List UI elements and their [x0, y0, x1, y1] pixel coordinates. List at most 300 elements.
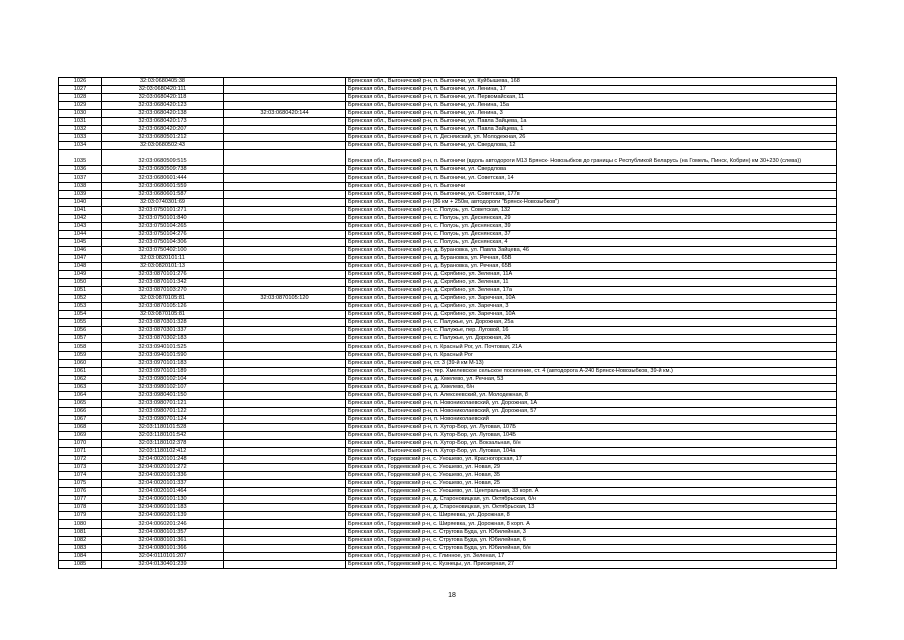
cadastral-number-cell: 32:03:0680601:587 — [102, 190, 224, 198]
row-number-cell: 1085 — [59, 560, 102, 568]
table-row — [59, 391, 837, 399]
address-cell: Брянская обл., Выгоничский р-н, п. Красный Рог — [346, 351, 837, 359]
cadastral-number-cell: 32:03:0750101:840 — [102, 214, 224, 222]
address-cell: Брянская обл., Выгоничский р-н, п. Выгоничи, ул. Ленина, 17 — [346, 86, 837, 94]
table-row — [59, 536, 837, 544]
table-row — [59, 544, 837, 552]
linked-cadastral-cell — [224, 327, 346, 335]
table-row — [59, 311, 837, 319]
linked-cadastral-cell — [224, 343, 346, 351]
linked-cadastral-cell — [224, 150, 346, 166]
table-row — [59, 528, 837, 536]
cadastral-number-cell: 32:04:0020101:336 — [102, 472, 224, 480]
cadastral-number-cell: 32:04:0060201:246 — [102, 520, 224, 528]
linked-cadastral-cell — [224, 142, 346, 150]
table-row — [59, 303, 837, 311]
table-row — [59, 520, 837, 528]
cadastral-number-cell: 32:04:0060101:183 — [102, 504, 224, 512]
table-row — [59, 271, 837, 279]
row-number-cell: 1061 — [59, 367, 102, 375]
linked-cadastral-cell — [224, 407, 346, 415]
table-row — [59, 86, 837, 94]
row-number-cell: 1027 — [59, 86, 102, 94]
address-cell: Брянская обл., Выгоничский р-н, п. Красный Рог, ул. Почтовая, 21А — [346, 343, 837, 351]
row-number-cell: 1050 — [59, 279, 102, 287]
row-number-cell: 1051 — [59, 287, 102, 295]
linked-cadastral-cell — [224, 480, 346, 488]
cadastral-number-cell: 32:03:0980102:104 — [102, 375, 224, 383]
linked-cadastral-cell — [224, 423, 346, 431]
table-row — [59, 351, 837, 359]
linked-cadastral-cell — [224, 190, 346, 198]
row-number-cell: 1028 — [59, 94, 102, 102]
table-row — [59, 456, 837, 464]
address-cell: Брянская обл., Выгоничский р-н, с. Полуэь, ул. Деснянская, 4 — [346, 238, 837, 246]
cadastral-number-cell: 32:03:0940101:590 — [102, 351, 224, 359]
cadastral-number-cell: 32:03:1180101:528 — [102, 423, 224, 431]
address-cell: Брянская обл., Выгоничский р-н, д. Скрябино, ул. Зеленая, 17а — [346, 287, 837, 295]
address-cell: Брянская обл., Гордеевский р-н, д. Староновицкая, ул. Октябрьская, 13 — [346, 504, 837, 512]
linked-cadastral-cell — [224, 440, 346, 448]
table-row — [59, 464, 837, 472]
linked-cadastral-cell: 32:03:0870105:120 — [224, 295, 346, 303]
address-cell: Брянская обл., Выгоничский р-н, п. Выгоничи, ул. Советская, 14 — [346, 174, 837, 182]
table-row — [59, 440, 837, 448]
address-cell: Брянская обл., Гордеевский р-н, с. Глинное, ул. Зеленая, 17 — [346, 552, 837, 560]
table-row — [59, 448, 837, 456]
table-row — [59, 150, 837, 166]
row-number-cell: 1071 — [59, 448, 102, 456]
linked-cadastral-cell — [224, 415, 346, 423]
row-number-cell: 1037 — [59, 174, 102, 182]
address-cell: Брянская обл., Выгоничский р-н, п. Новониколаевский, ул. Дорожная, 1А — [346, 399, 837, 407]
linked-cadastral-cell — [224, 222, 346, 230]
cadastral-number-cell: 32:03:0870302:183 — [102, 335, 224, 343]
address-cell: Брянская обл., Гордеевский р-н, с. Струговa Буда, ул. Юбилейная, б/н — [346, 544, 837, 552]
table-row — [59, 262, 837, 270]
row-number-cell: 1082 — [59, 536, 102, 544]
table-row — [59, 78, 837, 86]
linked-cadastral-cell — [224, 520, 346, 528]
address-cell: Брянская обл., Выгоничский р-н, п. Новониколаевский, ул. Дорожная, 57 — [346, 407, 837, 415]
address-cell: Брянская обл., Выгоничский р-н, п. Алексеевский, ул. Молодежная, 8 — [346, 391, 837, 399]
table-row — [59, 214, 837, 222]
address-cell: Брянская обл., Выгоничский р-н, п. Новониколаевский — [346, 415, 837, 423]
address-cell: Брянская обл., Гордеевский р-н, с. Уношево, ул. Центральная, 33 корп. А — [346, 488, 837, 496]
table-row — [59, 222, 837, 230]
table-row — [59, 383, 837, 391]
address-cell: Брянская обл., Выгоничский р-н, с. Полуэь, ул. Деснянская, 29 — [346, 214, 837, 222]
address-cell: Брянская обл., Выгоничский р-н, п. Хутор-Бор, ул. Вокзальная, б/н — [346, 440, 837, 448]
address-cell: Брянская обл., Гордеевский р-н, с. Уношево, ул. Красногорская, 17 — [346, 456, 837, 464]
address-cell: Брянская обл., Выгоничский р-н, ст. 3 (39-й км М-13) — [346, 359, 837, 367]
linked-cadastral-cell — [224, 311, 346, 319]
address-cell: Брянская обл., Гордеевский р-н, д. Староновицкая, ул. Октябрьская, б/н — [346, 496, 837, 504]
table-row — [59, 343, 837, 351]
linked-cadastral-cell — [224, 504, 346, 512]
address-cell: Брянская обл., Выгоничский р-н, тер. Хмелевское сельское поселение, ст. 4 (автодорога А-240 Брянск-Новозыбков, 39-й км.) — [346, 367, 837, 375]
address-cell: Брянская обл., Выгоничский р-н, с. Полуэь, ул. Советская, 132 — [346, 206, 837, 214]
row-number-cell: 1048 — [59, 262, 102, 270]
cadastral-number-cell: 32:03:0820101:11 — [102, 254, 224, 262]
linked-cadastral-cell — [224, 383, 346, 391]
table-row — [59, 415, 837, 423]
address-cell: Брянская обл., Выгоничский р-н, п. Выгоничи, ул. Советская, 177в — [346, 190, 837, 198]
row-number-cell: 1046 — [59, 246, 102, 254]
cadastral-number-cell: 32:03:0980701:124 — [102, 415, 224, 423]
cadastral-number-cell: 32:03:0680420:138 — [102, 110, 224, 118]
row-number-cell: 1080 — [59, 520, 102, 528]
cadastral-number-cell: 32:03:0870301:337 — [102, 327, 224, 335]
linked-cadastral-cell — [224, 174, 346, 182]
table-row — [59, 198, 837, 206]
cadastral-number-cell: 32:03:0680420:173 — [102, 118, 224, 126]
page-number: 18 — [448, 592, 456, 599]
cadastral-number-cell: 32:03:0680405:38 — [102, 78, 224, 86]
address-cell: Брянская обл., Выгоничский р-н, п. Выгоничи, ул. Свердлова — [346, 166, 837, 174]
table-row — [59, 472, 837, 480]
address-cell: Брянская обл., Выгоничский р-н, д. Скрябино, ул. Заречная, 3 — [346, 303, 837, 311]
linked-cadastral-cell — [224, 488, 346, 496]
row-number-cell: 1035 — [59, 150, 102, 166]
linked-cadastral-cell — [224, 367, 346, 375]
row-number-cell: 1055 — [59, 319, 102, 327]
row-number-cell: 1040 — [59, 198, 102, 206]
cadastral-number-cell: 32:03:0680601:444 — [102, 174, 224, 182]
cadastral-table — [58, 77, 837, 569]
address-cell: Брянская обл., Выгоничский р-н, д. Скрябино, ул. Зеленая, 11А — [346, 271, 837, 279]
linked-cadastral-cell — [224, 118, 346, 126]
table-row — [59, 102, 837, 110]
linked-cadastral-cell — [224, 166, 346, 174]
table-row — [59, 480, 837, 488]
table-row — [59, 295, 837, 303]
row-number-cell: 1036 — [59, 166, 102, 174]
address-cell: Брянская обл., Выгоничский р-н, д. Бурановка, ул. Речная, 65В — [346, 254, 837, 262]
table-row — [59, 423, 837, 431]
row-number-cell: 1056 — [59, 327, 102, 335]
table-row — [59, 560, 837, 568]
linked-cadastral-cell — [224, 198, 346, 206]
table-row — [59, 431, 837, 439]
address-cell: Брянская обл., Выгоничский р-н, д. Бурановка, ул. Речная, 65В — [346, 262, 837, 270]
cadastral-number-cell: 32:03:0870105:81 — [102, 295, 224, 303]
address-cell: Брянская обл., Гордеевский р-н, с. Уношево, ул. Новая, 35 — [346, 472, 837, 480]
address-cell: Брянская обл., Гордеевский р-н, с. Ширяевка, ул. Дорожная, 8 — [346, 512, 837, 520]
row-number-cell: 1072 — [59, 456, 102, 464]
table-row — [59, 134, 837, 142]
row-number-cell: 1083 — [59, 544, 102, 552]
cadastral-number-cell: 32:04:0080101:366 — [102, 544, 224, 552]
linked-cadastral-cell — [224, 206, 346, 214]
row-number-cell: 1049 — [59, 271, 102, 279]
address-cell: Брянская обл., Выгоничский р-н, д. Бурановка, ул. Павла Зайцева, 46 — [346, 246, 837, 254]
table-row — [59, 142, 837, 150]
cadastral-number-cell: 32:03:0980102:107 — [102, 383, 224, 391]
row-number-cell: 1062 — [59, 375, 102, 383]
address-cell: Брянская обл., Выгоничский р-н, п. Хутор-Бор, ул. Луговая, 107Б — [346, 423, 837, 431]
cadastral-number-cell: 32:03:1180101:542 — [102, 431, 224, 439]
linked-cadastral-cell — [224, 262, 346, 270]
linked-cadastral-cell — [224, 86, 346, 94]
address-cell: Брянская обл., Выгоничский р-н, д. Скрябино, ул. Заречная, 10А — [346, 295, 837, 303]
cadastral-number-cell: 32:03:0940101:525 — [102, 343, 224, 351]
table-row — [59, 206, 837, 214]
cadastral-number-cell: 32:03:0970101:189 — [102, 367, 224, 375]
linked-cadastral-cell — [224, 472, 346, 480]
linked-cadastral-cell — [224, 230, 346, 238]
table-row — [59, 182, 837, 190]
linked-cadastral-cell — [224, 319, 346, 327]
address-cell: Брянская обл., Гордеевский р-н, с. Ширяевка, ул. Дорожная, 8 корп. А — [346, 520, 837, 528]
cadastral-number-cell: 32:03:0980701:122 — [102, 407, 224, 415]
linked-cadastral-cell — [224, 512, 346, 520]
address-cell: Брянская обл., Гордеевский р-н, с. Кузнецы, ул. Приозерная, 27 — [346, 560, 837, 568]
linked-cadastral-cell — [224, 94, 346, 102]
table-row — [59, 504, 837, 512]
linked-cadastral-cell — [224, 182, 346, 190]
table-row — [59, 287, 837, 295]
address-cell: Брянская обл., Выгоничский р-н, с. Палужье, пер. Луговой, 16 — [346, 327, 837, 335]
row-number-cell: 1065 — [59, 399, 102, 407]
row-number-cell: 1042 — [59, 214, 102, 222]
address-cell: Брянская обл., Выгоничский р-н, д. Скрябино, ул. Заречная, 10А — [346, 311, 837, 319]
table-row — [59, 359, 837, 367]
table-row — [59, 327, 837, 335]
linked-cadastral-cell — [224, 246, 346, 254]
cadastral-number-cell: 32:04:0020101:248 — [102, 456, 224, 464]
row-number-cell: 1029 — [59, 102, 102, 110]
table-row — [59, 174, 837, 182]
cadastral-number-cell: 32:03:0870101:342 — [102, 279, 224, 287]
linked-cadastral-cell — [224, 431, 346, 439]
table-row — [59, 496, 837, 504]
row-number-cell: 1070 — [59, 440, 102, 448]
table-row — [59, 118, 837, 126]
cadastral-number-cell: 32:04:0110101:207 — [102, 552, 224, 560]
linked-cadastral-cell — [224, 78, 346, 86]
row-number-cell: 1064 — [59, 391, 102, 399]
address-cell: Брянская обл., Выгоничский р-н, п. Хутор-Бор, ул. Луговая, 104а — [346, 448, 837, 456]
table-row — [59, 367, 837, 375]
linked-cadastral-cell — [224, 552, 346, 560]
linked-cadastral-cell — [224, 287, 346, 295]
cadastral-number-cell: 32:03:0750104:276 — [102, 230, 224, 238]
table-row — [59, 166, 837, 174]
address-cell: Брянская обл., Выгоничский р-н, д. Хмелево, ул. Речная, 53 — [346, 375, 837, 383]
table-row — [59, 230, 837, 238]
cadastral-number-cell: 32:03:0820101:13 — [102, 262, 224, 270]
row-number-cell: 1067 — [59, 415, 102, 423]
cadastral-number-cell: 32:04:0060101:130 — [102, 496, 224, 504]
cadastral-number-cell: 32:03:1180102:412 — [102, 448, 224, 456]
cadastral-number-cell: 32:03:0750101:271 — [102, 206, 224, 214]
row-number-cell: 1043 — [59, 222, 102, 230]
linked-cadastral-cell — [224, 238, 346, 246]
cadastral-number-cell: 32:03:1180102:378 — [102, 440, 224, 448]
table-row — [59, 254, 837, 262]
address-cell: Брянская обл., Выгоничский р-н, п. Выгоничи, ул. Павла Зайцева, 1а — [346, 118, 837, 126]
row-number-cell: 1069 — [59, 431, 102, 439]
linked-cadastral-cell — [224, 496, 346, 504]
linked-cadastral-cell — [224, 214, 346, 222]
address-cell: Брянская обл., Выгоничский р-н, п. Выгоничи, ул. Ленина, 3 — [346, 110, 837, 118]
linked-cadastral-cell — [224, 254, 346, 262]
address-cell: Брянская обл., Выгоничский р-н, п. Выгоничи — [346, 182, 837, 190]
table-row — [59, 246, 837, 254]
linked-cadastral-cell — [224, 528, 346, 536]
cadastral-number-cell: 32:03:0680509:515 — [102, 150, 224, 166]
row-number-cell: 1081 — [59, 528, 102, 536]
row-number-cell: 1075 — [59, 480, 102, 488]
address-cell: Брянская обл., Выгоничский р-н, с. Полуэь, ул. Деснянская, 39 — [346, 222, 837, 230]
linked-cadastral-cell — [224, 359, 346, 367]
row-number-cell: 1058 — [59, 343, 102, 351]
linked-cadastral-cell — [224, 375, 346, 383]
address-cell: Брянская обл., Выгоничский р-н (36 км + 250м, автодороги "Брянск-Новозыбков") — [346, 198, 837, 206]
cadastral-number-cell: 32:03:0680420:123 — [102, 102, 224, 110]
address-cell: Брянская обл., Выгоничский р-н, д. Скрябино, ул. Зеленая, 11 — [346, 279, 837, 287]
cadastral-number-cell: 32:04:0080101:357 — [102, 528, 224, 536]
row-number-cell: 1074 — [59, 472, 102, 480]
cadastral-number-cell: 32:04:0020101:464 — [102, 488, 224, 496]
linked-cadastral-cell — [224, 335, 346, 343]
table-row — [59, 552, 837, 560]
cadastral-number-cell: 32:03:0740301:69 — [102, 198, 224, 206]
address-cell: Брянская обл., Выгоничский р-н, с. Полуэь, ул. Деснянская, 37 — [346, 230, 837, 238]
cadastral-number-cell: 32:03:0680420:111 — [102, 86, 224, 94]
table-row — [59, 94, 837, 102]
row-number-cell: 1031 — [59, 118, 102, 126]
row-number-cell: 1039 — [59, 190, 102, 198]
address-cell: Брянская обл., Гордеевский р-н, с. Струговa Буда, ул. Юбилейная, 6 — [346, 536, 837, 544]
address-cell: Брянская обл., Выгоничский р-н, п. Выгоничи, ул. Свердлова, 12 — [346, 142, 837, 150]
row-number-cell: 1068 — [59, 423, 102, 431]
cadastral-number-cell: 32:03:0680501:212 — [102, 134, 224, 142]
address-cell: Брянская обл., Выгоничский р-н, с. Палужье, ул. Дорожная, 26 — [346, 335, 837, 343]
address-cell: Брянская обл., Выгоничский р-н, п. Хутор-Бор, ул. Луговая, 104Б — [346, 431, 837, 439]
row-number-cell: 1084 — [59, 552, 102, 560]
address-cell: Брянская обл., Гордеевский р-н, с. Струговa Буда, ул. Юбилейная, 3 — [346, 528, 837, 536]
row-number-cell: 1044 — [59, 230, 102, 238]
table-row — [59, 110, 837, 118]
row-number-cell: 1053 — [59, 303, 102, 311]
row-number-cell: 1030 — [59, 110, 102, 118]
address-cell: Брянская обл., Выгоничский р-н, п. Выгоничи, ул. Первомайская, 11 — [346, 94, 837, 102]
cadastral-number-cell: 32:04:0130401:239 — [102, 560, 224, 568]
row-number-cell: 1054 — [59, 311, 102, 319]
table-row — [59, 190, 837, 198]
cadastral-number-cell: 32:03:0970101:183 — [102, 359, 224, 367]
cadastral-number-cell: 32:03:0680420:118 — [102, 94, 224, 102]
table-body — [59, 78, 837, 569]
row-number-cell: 1052 — [59, 295, 102, 303]
address-cell: Брянская обл., Гордеевский р-н, с. Уношево, ул. Новая, 29 — [346, 464, 837, 472]
row-number-cell: 1047 — [59, 254, 102, 262]
table-row — [59, 399, 837, 407]
cadastral-number-cell: 32:03:0870105:126 — [102, 303, 224, 311]
cadastral-number-cell: 32:04:0060201:139 — [102, 512, 224, 520]
row-number-cell: 1078 — [59, 504, 102, 512]
address-cell: Брянская обл., Выгоничский р-н, п. Десняиский, ул. Молодежная, 26 — [346, 134, 837, 142]
table-row — [59, 319, 837, 327]
cadastral-number-cell: 32:03:0750402:100 — [102, 246, 224, 254]
address-cell: Брянская обл., Гордеевский р-н, с. Уношево, ул. Новая, 25 — [346, 480, 837, 488]
address-cell: Брянская обл., Выгоничский р-н, д. Хмелево, б/н — [346, 383, 837, 391]
cadastral-number-cell: 32:04:0080101:361 — [102, 536, 224, 544]
linked-cadastral-cell — [224, 391, 346, 399]
cadastral-number-cell: 32:03:0750104:265 — [102, 222, 224, 230]
table-row — [59, 126, 837, 134]
row-number-cell: 1073 — [59, 464, 102, 472]
linked-cadastral-cell — [224, 544, 346, 552]
linked-cadastral-cell — [224, 134, 346, 142]
row-number-cell: 1034 — [59, 142, 102, 150]
linked-cadastral-cell — [224, 464, 346, 472]
cadastral-number-cell: 32:03:0750104:306 — [102, 238, 224, 246]
table-row — [59, 238, 837, 246]
linked-cadastral-cell — [224, 102, 346, 110]
cadastral-number-cell: 32:03:0870105:81 — [102, 311, 224, 319]
cadastral-number-cell: 32:03:0680601:559 — [102, 182, 224, 190]
row-number-cell: 1057 — [59, 335, 102, 343]
row-number-cell: 1032 — [59, 126, 102, 134]
linked-cadastral-cell: 32:03:0680420:144 — [224, 110, 346, 118]
linked-cadastral-cell — [224, 126, 346, 134]
linked-cadastral-cell — [224, 560, 346, 568]
linked-cadastral-cell — [224, 399, 346, 407]
cadastral-number-cell: 32:03:0870301:328 — [102, 319, 224, 327]
linked-cadastral-cell — [224, 456, 346, 464]
cadastral-number-cell: 32:03:0870101:276 — [102, 271, 224, 279]
linked-cadastral-cell — [224, 271, 346, 279]
row-number-cell: 1041 — [59, 206, 102, 214]
row-number-cell: 1033 — [59, 134, 102, 142]
cadastral-number-cell: 32:03:0870103:270 — [102, 287, 224, 295]
table-row — [59, 512, 837, 520]
row-number-cell: 1060 — [59, 359, 102, 367]
table-row — [59, 375, 837, 383]
linked-cadastral-cell — [224, 536, 346, 544]
address-cell: Брянская обл., Выгоничский р-н, п. Выгоничи, ул. Куйбышева, 168 — [346, 78, 837, 86]
row-number-cell: 1059 — [59, 351, 102, 359]
cadastral-number-cell: 32:03:0680502:43 — [102, 142, 224, 150]
linked-cadastral-cell — [224, 279, 346, 287]
row-number-cell: 1026 — [59, 78, 102, 86]
address-cell: Брянская обл., Выгоничский р-н, п. Выгоничи, ул. Павла Зайцева, 1 — [346, 126, 837, 134]
cadastral-number-cell: 32:04:0020101:272 — [102, 464, 224, 472]
table-row — [59, 488, 837, 496]
linked-cadastral-cell — [224, 303, 346, 311]
row-number-cell: 1076 — [59, 488, 102, 496]
cadastral-number-cell: 32:04:0020101:337 — [102, 480, 224, 488]
cadastral-number-cell: 32:03:0680509:738 — [102, 166, 224, 174]
table-row — [59, 407, 837, 415]
row-number-cell: 1077 — [59, 496, 102, 504]
row-number-cell: 1079 — [59, 512, 102, 520]
cadastral-number-cell: 32:03:0980701:121 — [102, 399, 224, 407]
address-cell: Брянская обл., Выгоничский р-н, п. Выгоничи, ул. Ленина, 15а — [346, 102, 837, 110]
table-row — [59, 279, 837, 287]
linked-cadastral-cell — [224, 351, 346, 359]
address-cell: Брянская обл., Выгоничский р-н, с. Палужье, ул. Дорожная, 25а — [346, 319, 837, 327]
row-number-cell: 1063 — [59, 383, 102, 391]
row-number-cell: 1066 — [59, 407, 102, 415]
cadastral-number-cell: 32:03:0980401:150 — [102, 391, 224, 399]
row-number-cell: 1038 — [59, 182, 102, 190]
row-number-cell: 1045 — [59, 238, 102, 246]
address-cell: Брянская обл., Выгоничский р-н, п. Выгоничи (вдоль автодороги М13 Брянск- Новозыбков до границы с Республикой Беларусь (на Гомель, Пинск, Кобрин) км 30+230 (слева)) — [346, 150, 837, 166]
